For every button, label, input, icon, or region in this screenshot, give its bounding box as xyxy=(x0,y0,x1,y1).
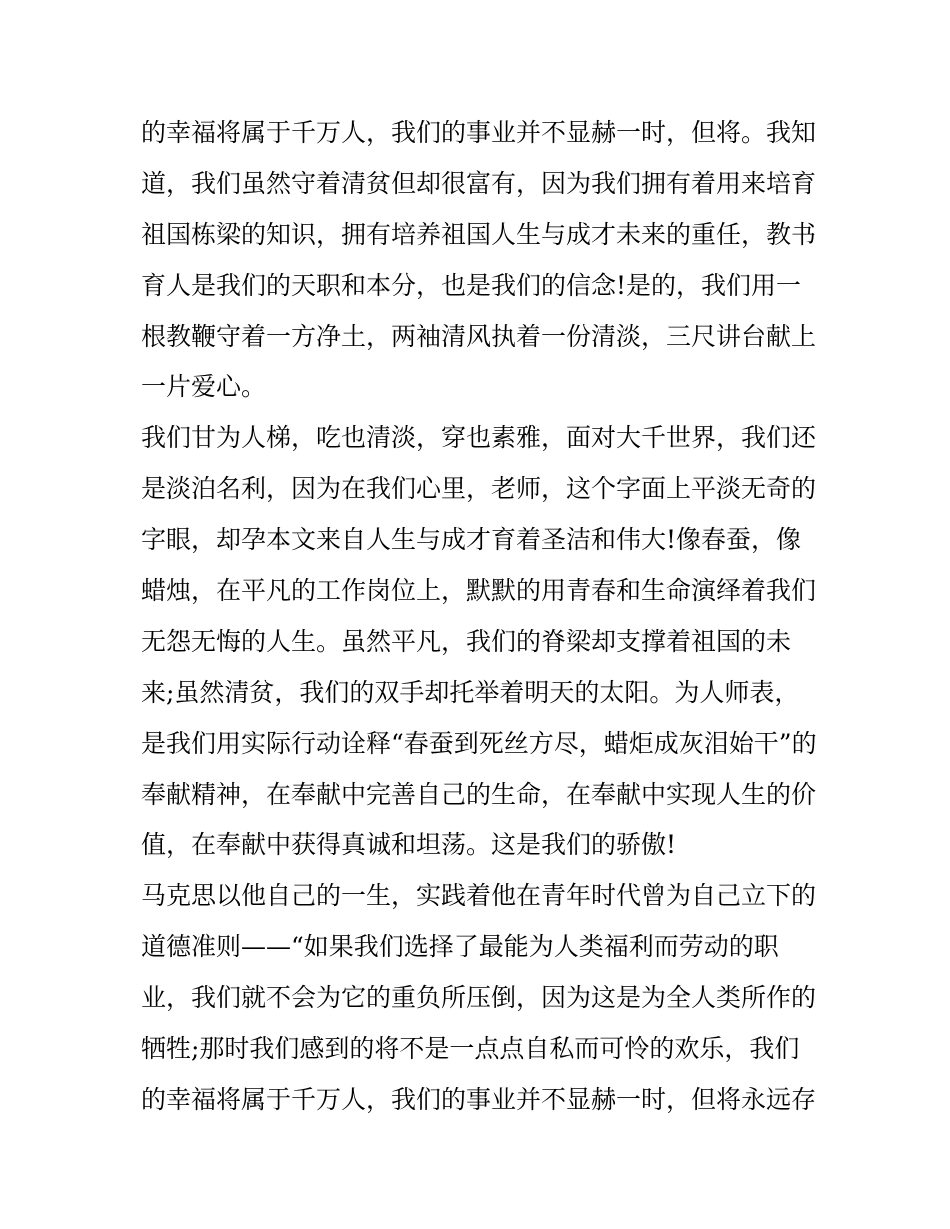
text-line: 牺牲;那时我们感到的将不是一点点自私而可怜的欢乐，我们 xyxy=(141,1034,800,1064)
text-line: 道德准则——“如果我们选择了最能为人类福利而劳动的职 xyxy=(141,932,779,962)
text-line: 马克思以他自己的一生，实践着他在青年时代曾为自己立下的 xyxy=(141,881,817,911)
text-line: 无怨无悔的人生。虽然平凡，我们的脊梁却支撑着祖国的未 xyxy=(141,626,792,656)
text-line: 字眼，却孕本文来自人生与成才育着圣洁和伟大!像春蚕，像 xyxy=(141,525,802,555)
text-line: 业，我们就不会为它的重负所压倒，因为这是为全人类所作的 xyxy=(141,983,817,1013)
text-line: 的幸福将属于千万人，我们的事业并不显赫一时，但将永远存 xyxy=(141,1084,817,1114)
text-line: 奉献精神，在奉献中完善自己的生命，在奉献中实现人生的价 xyxy=(141,779,817,809)
body-text xyxy=(141,108,821,1126)
text-line: 蜡烛，在平凡的工作岗位上，默默的用青春和生命演绎着我们 xyxy=(141,576,817,606)
text-line: 我们甘为人梯，吃也清淡，穿也素雅，面对大千世界，我们还 xyxy=(141,423,817,453)
text-line: 一片爱心。 xyxy=(141,372,267,402)
text-line: 是我们用实际行动诠释“春蚕到死丝方尽，蜡炬成灰泪始干”的 xyxy=(141,728,817,758)
text-line: 育人是我们的天职和本分，也是我们的信念!是的，我们用一 xyxy=(141,270,802,300)
text-line: 是淡泊名利，因为在我们心里，老师，这个字面上平淡无奇的 xyxy=(141,474,817,504)
text-line: 根教鞭守着一方净土，两袖清风执着一份清淡，三尺讲台献上 xyxy=(141,321,817,351)
text-line: 的幸福将属于千万人，我们的事业并不显赫一时，但将。我知 xyxy=(141,118,817,147)
text-line: 值，在奉献中获得真诚和坦荡。这是我们的骄傲! xyxy=(141,830,677,860)
text-line: 祖国栋梁的知识，拥有培养祖国人生与成才未来的重任，教书 xyxy=(141,219,817,249)
text-line: 道，我们虽然守着清贫但却很富有，因为我们拥有着用来培育 xyxy=(141,168,817,198)
text-line: 来;虽然清贫，我们的双手却托举着明天的太阳。为人师表， xyxy=(141,677,800,707)
